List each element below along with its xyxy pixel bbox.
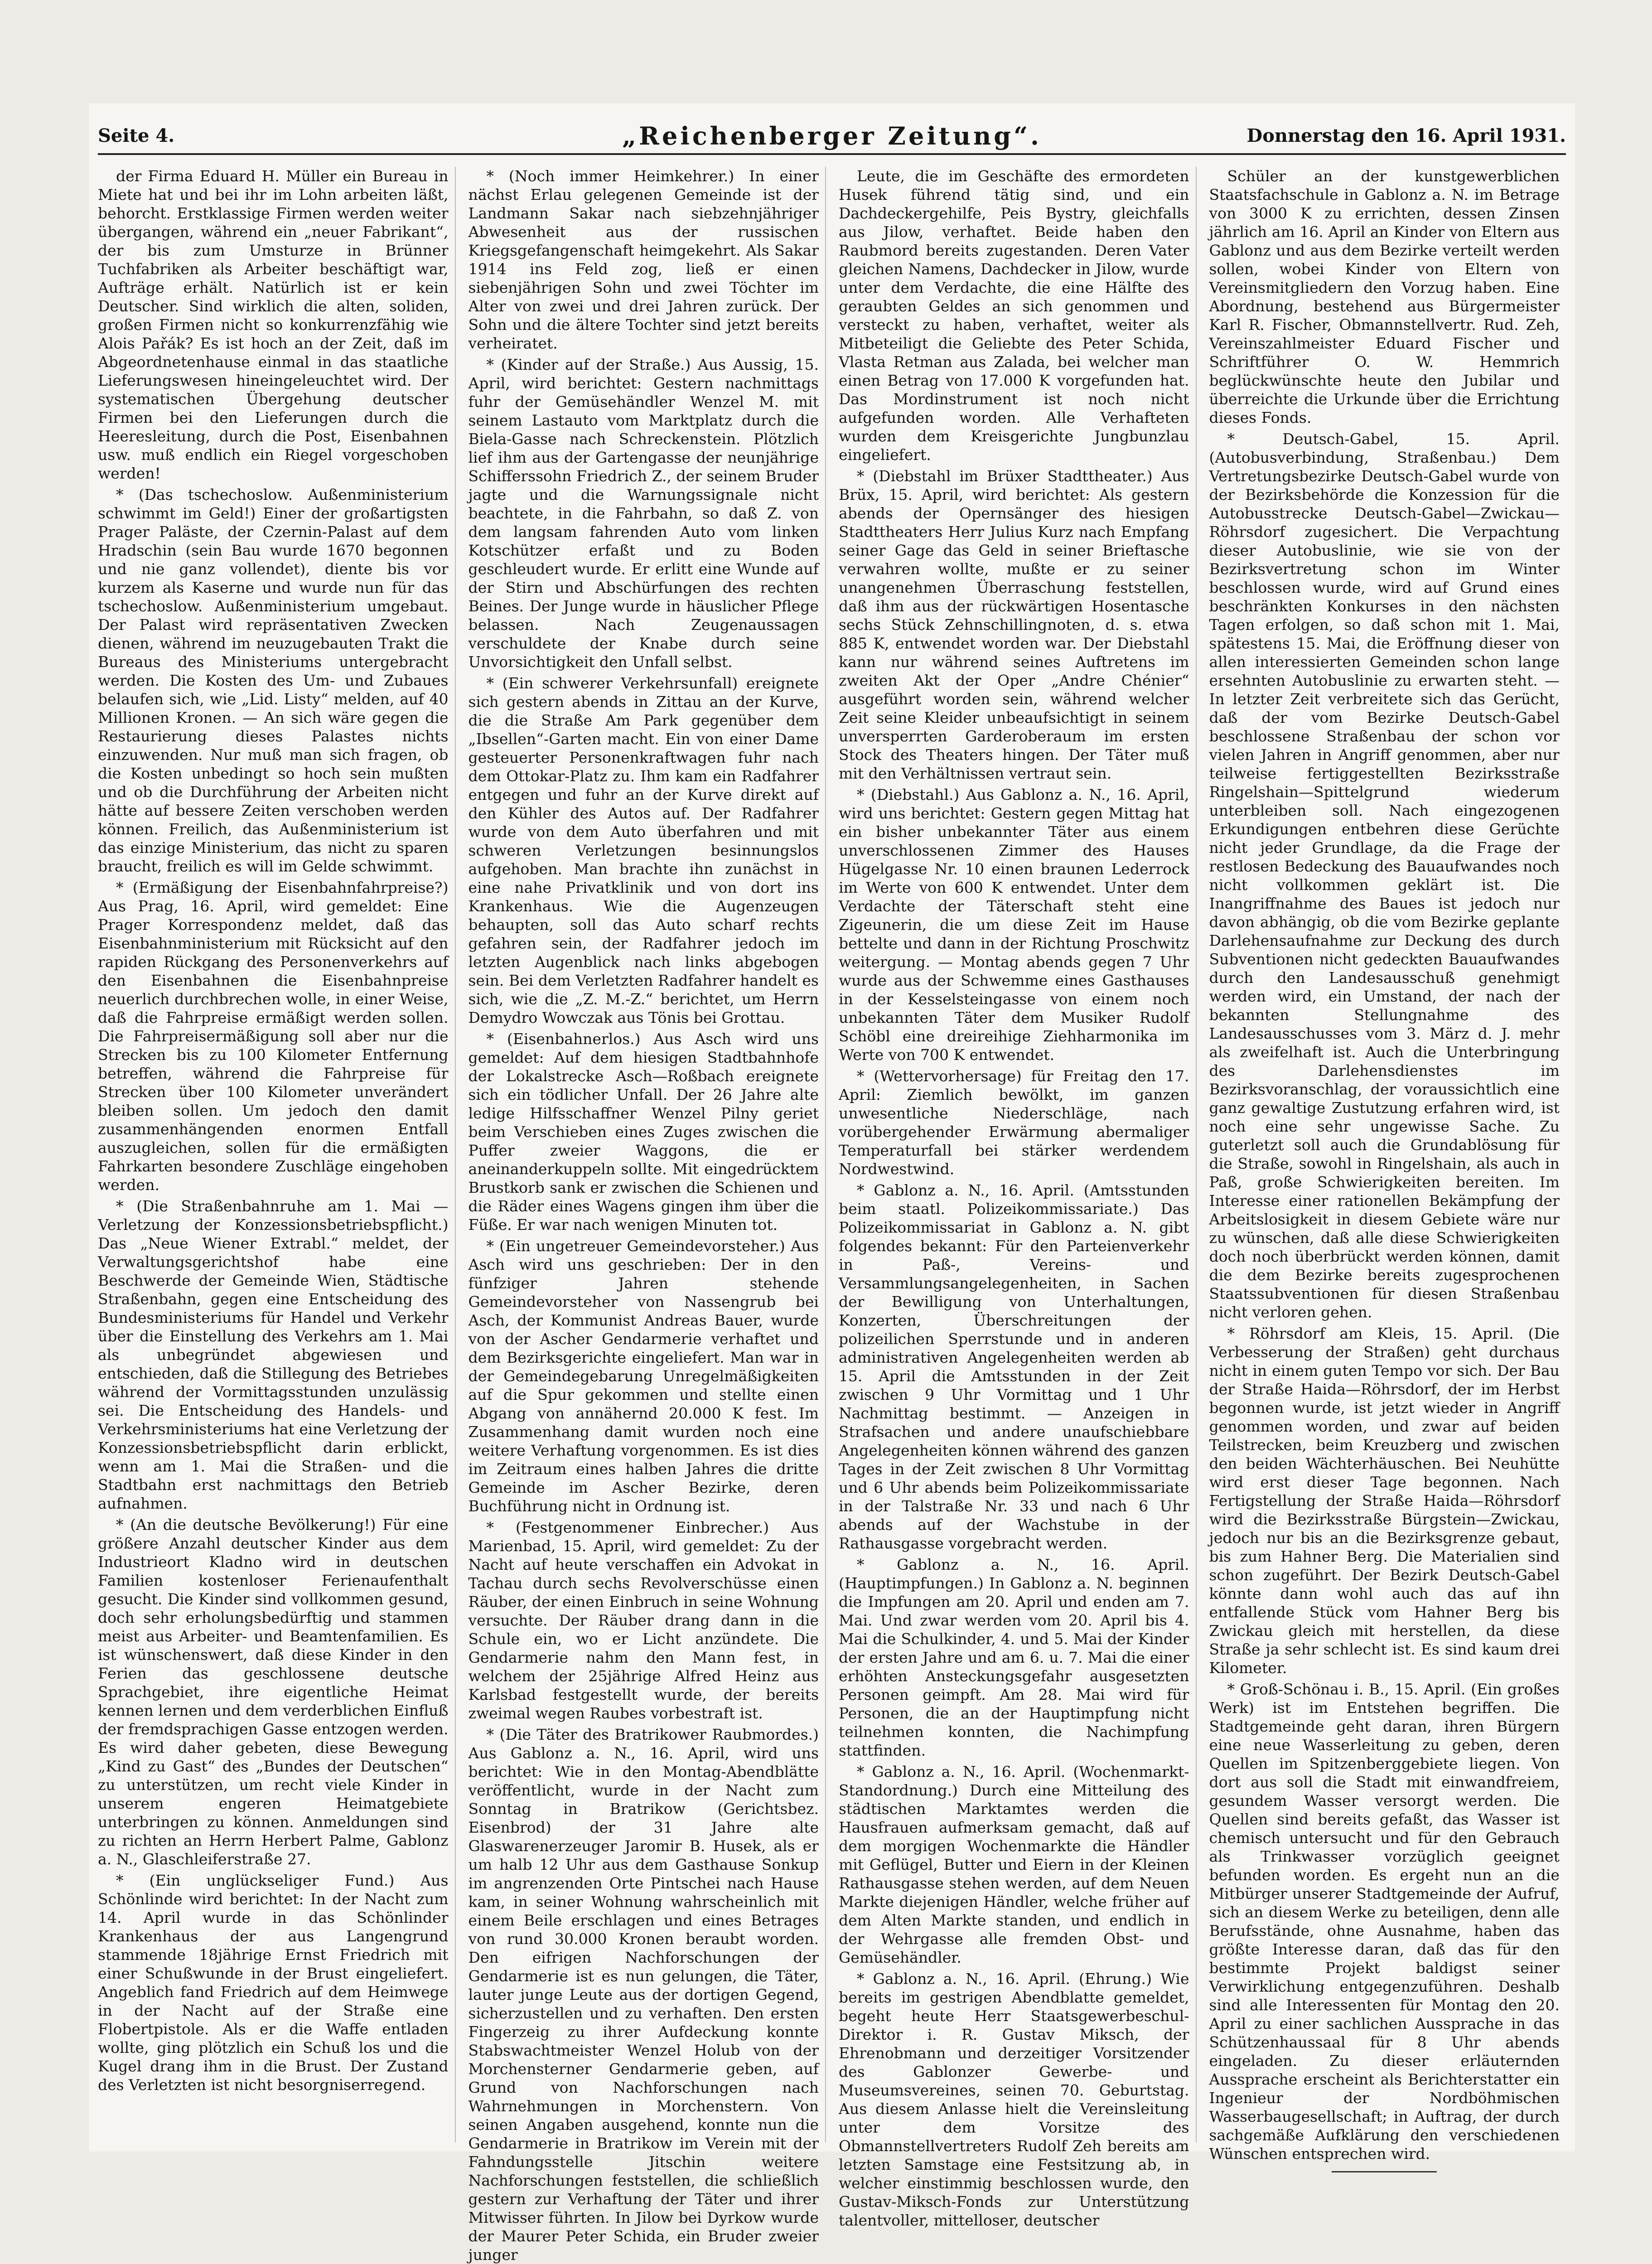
column-1 — [98, 167, 456, 2143]
issue-date: Donnerstag den 16. April 1931. — [1246, 125, 1566, 146]
article-paragraph: * (Noch immer Heimkehrer.) In einer nächst Erlau gelegenen Gemeinde ist der Landmann Sakar nach siebzehnjähriger Abwesenheit aus der russischen Kriegsgefangenschaft heimgekehrt. Als Sakar 1914 ins Feld zog, ließ er einen siebenjährigen Sohn und zwei Töchter im Alter von zwei und drei Jahren zurück. Der Sohn und die ältere Tochter sind jetzt bereits verheiratet. — [468, 167, 819, 352]
article-paragraph: * (Wettervorhersage) für Freitag den 17. April: Ziemlich bewölkt, im ganzen unwesentliche Niederschläge, nach vorübergehender Erwärmung abermaliger Temperaturfall bei stärker werdendem Nordwestwind. — [839, 1067, 1189, 1178]
column-4 — [1209, 167, 1566, 2162]
article-paragraph: * (Ermäßigung der Eisenbahnfahrpreise?) Aus Prag, 16. April, wird gemeldet: Eine Prager Korrespondenz meldet, daß das Eisenbahnministerium mit Rücksicht auf den rapiden Rückgang des Personenverkehrs auf den Eisenbahnen die Eisenbahnpreise neuerlich durchbrechen wolle, in einer Weise, daß die Fahrpreise ermäßigt werden sollen. Die Fahrpreisermäßigung soll aber nur die Strecken bis zu 100 Kilometer Entfernung betreffen, während die Fahrpreise für Strecken über 100 Kilometer unverändert bleiben sollen. Um jedoch den damit zusammenhängenden enormen Entfall auszugleichen, sollen für die ermäßigten Fahrkarten besondere Zuschläge eingehoben werden. — [98, 879, 449, 1194]
masthead — [98, 121, 1566, 155]
article-paragraph: * (An die deutsche Bevölkerung!) Für eine größere Anzahl deutscher Kinder aus dem Industrieort Kladno wird in deutschen Familien kostenloser Ferienaufenthalt gesucht. Die Kinder sind vollkommen gesund, doch sehr erholungsbedürftig und stammen meist aus Arbeiter- und Beamtenfamilien. Es ist wünschenswert, daß diese Kinder in den Ferien das geschlossene deutsche Sprachgebiet, ihre eigentliche Heimat kennen lernen und dem verderblichen Einfluß der fremdsprachigen Gasse entzogen werden. Es wird daher gebeten, diese Bewegung „Kind zu Gast“ des „Bundes der Deutschen“ zu unterstützen, um recht viele Kinder in unserem engeren Heimatgebiete unterbringen zu können. Anmeldungen sind zu richten an Herrn Herbert Palme, Gablonz a. N., Glaschleiferstraße 27. — [98, 1516, 449, 1868]
column-3 — [839, 167, 1197, 2229]
newspaper-title: „Reichenberger Zeitung“. — [622, 121, 1042, 150]
article-paragraph: * Gablonz a. N., 16. April. (Wochenmarkt-Standordnung.) Durch eine Mitteilung des städtischen Marktamtes werden die Hausfrauen aufmerksam gemacht, daß auf dem morgigen Wochenmarkte die Händler mit Geflügel, Butter und Eiern in der Kleinen Rathausgasse stehen werden, auf dem Neuen Markte diejenigen Händler, welche früher auf dem Alten Markte standen, und endlich in der Wehrgasse alle fremden Obst- und Gemüsehändler. — [839, 1763, 1189, 1966]
article-paragraph: * (Kinder auf der Straße.) Aus Aussig, 15. April, wird berichtet: Gestern nachmittags fuhr der Gemüsehändler Wenzel M. mit seinem Lastauto vom Marktplatz durch die Biela-Gasse nach Schreckenstein. Plötzlich lief ihm aus der Gartengasse der neunjährige Schifferssohn Friedrich Z., der seinem Bruder jagte und die Warnungssignale nicht beachtete, in die Fahrbahn, so daß Z. von dem langsam fahrenden Auto vom linken Kotschützer erfaßt und zu Boden geschleudert wurde. Er erlitt eine Wunde auf der Stirn und Abschürfungen des rechten Beines. Der Junge wurde in häuslicher Pflege belassen. Nach Zeugenaussagen verschuldete der Knabe durch seine Unvorsichtigkeit den Unfall selbst. — [468, 356, 819, 671]
newspaper-page — [89, 103, 1575, 2264]
article-paragraph: der Firma Eduard H. Müller ein Bureau in Miete hat und bei ihr im Lohn arbeiten läßt, behorcht. Erstklassige Firmen werden weiter übergangen, während ein „neuer Fabrikant“, der bis zum Umsturze in Brünner Tuchfabriken als Arbeiter beschäftigt war, Aufträge erhält. Natürlich ist er kein Deutscher. Sind wirklich die alten, soliden, großen Firmen nicht so konkurrenzfähig wie Alois Pařák? Es ist hoch an der Zeit, daß im Abgeordnetenhause einmal in das staatliche Lieferungswesen hineingeleuchtet wird. Der systematischen Übergehung deutscher Firmen bei den Lieferungen durch die Heeresleitung, durch die Post, Eisenbahnen usw. muß endlich ein Riegel vorgeschoben werden! — [98, 167, 449, 482]
article-paragraph: Leute, die im Geschäfte des ermordeten Husek führend tätig sind, und ein Dachdeckergehilfe, Peis Bystry, gleichfalls aus Jilow, verhaftet. Beide haben den Raubmord bereits zugestanden. Deren Vater gleichen Namens, Dachdecker in Jilow, wurde unter dem Verdachte, die eine Hälfte des geraubten Geldes an sich genommen und versteckt zu haben, verhaftet, weiter als Mitbeteiligt die Geliebte des Peter Schida, Vlasta Retman aus Zalada, bei welcher man einen Betrag von 17.000 K vorgefunden hat. Das Mordinstrument ist noch nicht aufgefunden worden. Alle Verhafteten wurden dem Kreisgerichte Jungbunzlau eingeliefert. — [839, 167, 1189, 464]
article-paragraph: * (Ein schwerer Verkehrsunfall) ereignete sich gestern abends in Zittau an der Kurve, die die Straße Am Park gegenüber dem „Ibsellen“-Garten macht. Ein von einer Dame gesteuerter Personenkraftwagen fuhr nach dem Ottokar-Platz zu. Ihm kam ein Radfahrer entgegen und fuhr an der Kurve direkt auf den Kühler des Autos auf. Der Radfahrer wurde von dem Auto überfahren und mit schweren Verletzungen besinnungslos aufgehoben. Man brachte ihn zunächst in eine nahe Privatklinik und von dort ins Krankenhaus. Wie die Augenzeugen behaupten, soll das Auto scharf rechts gefahren sein, der Radfahrer jedoch im letzten Augenblick nach links abgebogen sein. Bei dem Verletzten Radfahrer handelt es sich, wie die „Z. M.-Z.“ berichtet, um Herrn Demydro Wowczak aus Tönis bei Grottau. — [468, 674, 819, 1026]
article-paragraph: * (Festgenommener Einbrecher.) Aus Marienbad, 15. April, wird gemeldet: Zu der Nacht auf heute verschaffen ein Advokat in Tachau durch sechs Revolverschüsse einen Räuber, der einen Einbruch in seine Wohnung versuchte. Der Räuber drang dann in die Schule ein, wo er Licht anzündete. Die Gendarmerie nahm den Mann fest, in welchem der 25jährige Alfred Heinz aus Karlsbad festgestellt wurde, der bereits zweimal wegen Raubes vorbestraft ist. — [468, 1519, 819, 1722]
article-paragraph: * (Das tschechoslow. Außenministerium schwimmt im Geld!) Einer der großartigsten Prager Paläste, der Czernin-Palast auf dem Hradschin (sein Bau wurde 1670 begonnen und nie ganz vollendet), diente bis vor kurzem als Kaserne und wurde nun für das tschechoslow. Außenministerium umgebaut. Der Palast wird repräsentativen Zwecken dienen, während im neuzugebauten Trakt die Bureaus des Ministeriums untergebracht werden. Die Kosten des Um- und Zubaues belaufen sich, wie „Lid. Listy“ melden, auf 40 Millionen Kronen. — An sich wäre gegen die Restaurierung dieses Palastes nichts einzuwenden. Nur muß man sich fragen, ob die Kosten unbedingt so hoch sein mußten und ob die Durchführung der Arbeiten nicht hätte auf bessere Zeiten verschoben werden können. Freilich, das Außenministerium ist das einzige Ministerium, das nicht zu sparen braucht, freilich es will im Gelde schwimmt. — [98, 486, 449, 875]
article-paragraph: * Gablonz a. N., 16. April. (Ehrung.) Wie bereits im gestrigen Abendblatte gemeldet, begeht heute Herr Staatsgewerbeschul-Direktor i. R. Gustav Miksch, der Ehrenobmann und derzeitiger Vorsitzender des Gablonzer Gewerbe- und Museumsvereines, seinen 70. Geburtstag. Aus diesem Anlasse hielt die Vereinsleitung unter dem Vorsitze des Obmannstellvertreters Rudolf Zeh bereits am letzten Samstage eine Festsitzung ab, in welcher einstimmig beschlossen wurde, den Gustav-Miksch-Fonds zur Unterstützung talentvoller, mittelloser, deutscher — [839, 1970, 1189, 2229]
article-paragraph: * (Eisenbahnerlos.) Aus Asch wird uns gemeldet: Auf dem hiesigen Stadtbahnhofe der Lokalstrecke Asch—Roßbach ereignete sich ein tödlicher Unfall. Der 26 Jahre alte ledige Hilfsschaffner Wenzel Pilny geriet beim Verschieben eines Zuges zwischen die Puffer zweier Waggons, die er aneinanderkuppeln sollte. Mit eingedrücktem Brustkorb sank er zwischen die Schienen und die Räder eines Wagens gingen ihm über die Füße. Er war nach wenigen Minuten tot. — [468, 1030, 819, 1234]
article-paragraph: * Deutsch-Gabel, 15. April. (Autobusverbindung, Straßenbau.) Dem Vertretungsbezirke Deutsch-Gabel wurde von der Bezirksbehörde die Konzession für die Autobusstrecke Deutsch-Gabel—Zwickau—Röhrsdorf zugesichert. Die Verpachtung dieser Autobuslinie, wie sie von der Bezirksvertretung schon im Winter beschlossen wurde, wird auf Grund eines beschränkten Konkurses in den nächsten Tagen erfolgen, so daß schon mit 1. Mai, spätestens 15. Mai, die Eröffnung dieser von allen interessierten Gemeinden schon lange ersehnten Autobuslinie zu erwarten steht. — In letzter Zeit verbreitete sich das Gerücht, daß der vom Bezirke Deutsch-Gabel beschlossene Straßenbau der schon vor vielen Jahren in Angriff genommen, aber nur teilweise fertiggestellten Bezirksstraße Ringelshain—Spittelgrund wiederum unterbleiben soll. Nach eingezogenen Erkundigungen entbehren diese Gerüchte nicht jeder Grundlage, da die Frage der restlosen Bedeckung des Bauaufwandes noch nicht vollkommen geklärt ist. Die Inangriffnahme des Baues ist jedoch nur davon abhängig, ob die vom Bezirke geplante Darlehensaufnahme zur Deckung des durch Subventionen nicht gedeckten Bauaufwandes durch den Landesausschuß genehmigt werden wird, ein Umstand, der nach der bekannten Stellungnahme des Landesausschusses vom 3. März d. J. mehr als zweifelhaft ist. Auch die Unterbringung des Darlehensdienstes im Bezirksvoranschlag, der voraussichtlich eine ganz gewaltige Zustutzung erfahren wird, ist noch eine sehr ungewisse Sache. Zu guterletzt soll auch die Grundablösung für die Straße, sowohl in Ringelshain, als auch in Paß, große Schwierigkeiten bereiten. Im Interesse einer rationellen Bekämpfung der Arbeitslosigkeit in diesem Gebiete wäre nur zu wünschen, daß alle diese Schwierigkeiten doch noch überbrückt werden können, damit die dem Bezirke bereits zugesprochenen Staatssubventionen für diesen Straßenbau nicht verloren gehen. — [1209, 430, 1560, 1321]
article-paragraph: * (Die Straßenbahnruhe am 1. Mai — Verletzung der Konzessionsbetriebspflicht.) Das „Neue Wiener Extrabl.“ meldet, der Verwaltungsgerichtshof habe eine Beschwerde der Gemeinde Wien, Städtische Straßenbahn, gegen eine Entscheidung des Bundesministeriums für Handel und Verkehr über die Einstellung des Verkehrs am 1. Mai als unbegründet abgewiesen und entschieden, daß die Stillegung des Betriebes während der Vormittagsstunden unzulässig sei. Die Entscheidung des Handels- und Verkehrsministeriums hat eine Verletzung der Konzessionsbetriebspflicht darin erblickt, wenn am 1. Mai die Straßen- und die Stadtbahn erst nachmittags den Betrieb aufnahmen. — [98, 1197, 449, 1512]
article-paragraph: * (Ein ungetreuer Gemeindevorsteher.) Aus Asch wird uns geschrieben: Der in den fünfziger Jahren stehende Gemeindevorsteher von Nassengrub bei Asch, der Kommunist Andreas Bauer, wurde von der Ascher Gendarmerie verhaftet und dem Bezirksgerichte eingeliefert. Man war in der Gemeindegebarung Unregelmäßigkeiten auf die Spur gekommen und stellte einen Abgang von annähernd 20.000 K fest. Im Zusammenhang damit wurden noch eine weitere Verhaftung vorgenommen. Es ist dies im Zeitraum eines halben Jahres die dritte Gemeinde im Ascher Bezirke, deren Buchführung nicht in Ordnung ist. — [468, 1237, 819, 1515]
article-paragraph: Schüler an der kunstgewerblichen Staatsfachschule in Gablonz a. N. im Betrage von 3000 K zu errichten, dessen Zinsen jährlich am 16. April an Kinder von Eltern aus Gablonz und aus dem Bezirke verteilt werden sollen, wobei Kinder von Eltern von Vereinsmitgliedern den Vorzug haben. Eine Abordnung, bestehend aus Bürgermeister Karl R. Fischer, Obmannstellvertr. Rud. Zeh, Vereinszahlmeister Eduard Fischer und Schriftführer O. W. Hemmrich beglückwünschte heute den Jubilar und überreichte die Urkunde über die Errichtung dieses Fonds. — [1209, 167, 1560, 426]
article-paragraph: * (Ein unglückseliger Fund.) Aus Schönlinde wird berichtet: In der Nacht zum 14. April wurde in das Schönlinder Krankenhaus der aus Langengrund stammende 18jährige Ernst Friedrich mit einer Schußwunde in der Brust eingeliefert. Angeblich fand Friedrich auf dem Heimwege in der Nacht auf der Straße eine Flobertpistole. Als er die Waffe entladen wollte, ging plötzlich ein Schuß los und die Kugel drang ihm in die Brust. Der Zustand des Verletzten ist nicht besorgniserregend. — [98, 1872, 449, 2094]
article-paragraph: * (Diebstahl.) Aus Gablonz a. N., 16. April, wird uns berichtet: Gestern gegen Mittag hat ein bisher unbekannter Täter aus einem unverschlossenen Zimmer des Hauses Hügelgasse Nr. 10 einen braunen Lederrock im Werte von 600 K entwendet. Unter dem Verdachte der Täterschaft steht eine Zigeunerin, die um diese Zeit im Hause bettelte und dann in der Richtung Proschwitz weitergung. — Montag abends gegen 7 Uhr wurde aus der Schwemme eines Gasthauses in der Kesselsteingasse von einem noch unbekannten Täter dem Musiker Rudolf Schöbl eine dreireihige Ziehharmonika im Werte von 700 K entwendet. — [839, 786, 1189, 1064]
column-2 — [468, 167, 826, 2264]
article-paragraph: * Groß-Schönau i. B., 15. April. (Ein großes Werk) ist im Entstehen begriffen. Die Stadtgemeinde geht daran, ihren Bürgern eine neue Wasserleitung zu geben, deren Quellen im Spitzenberggebiete liegen. Von dort aus soll die Stadt mit einwandfreiem, gesundem Wasser versorgt werden. Die Quellen sind bereits gefaßt, das Wasser ist chemisch untersucht und für den Gebrauch als Trinkwasser vorzüglich geeignet befunden worden. Es ergeht nun an die Mitbürger unserer Stadtgemeinde der Aufruf, sich an diesem Werke zu beteiligen, denn alle Berufsstände, ohne Ausnahme, haben das größte Interesse daran, daß das für den bestimmte Projekt baldigst seiner Verwirklichung entgegenzuführen. Deshalb sind alle Interessenten für Montag den 20. April zu einer sachlichen Aussprache in das Schützenhaussaal für 8 Uhr abends eingeladen. Zu dieser erläuternden Aussprache erscheint als Berichterstatter ein Ingenieur der Nordböhmischen Wasserbaugesellschaft; in Auftrag, der durch sachgemäße Aufklärung den verschiedenen Wünschen entsprechen wird. — [1209, 1680, 1560, 2162]
article-paragraph: * (Die Täter des Bratrikower Raubmordes.) Aus Gablonz a. N., 16. April, wird uns berichtet: Wie in den Montag-Abendblätte veröffentlicht, wurde in der Nacht zum Sonntag in Bratrikow (Gerichtsbez. Eisenbrod) der 31 Jahre alte Glaswarenerzeuger Jaromir B. Husek, als er um halb 12 Uhr aus dem Gasthause Sonkup im angrenzenden Orte Pintschei nach Hause kam, in seiner Wohnung wahrscheinlich mit einem Beile erschlagen und eines Betrages von rund 30.000 Kronen beraubt worden. Den eifrigen Nachforschungen der Gendarmerie ist es nun gelungen, die Täter, lauter junge Leute aus der dortigen Gegend, sicherzustellen und zu verhaften. Den ersten Fingerzeig zu ihrer Aufdeckung konnte Stabswachtmeister Wenzel Holub von der Morchensterner Gendarmerie geben, auf Grund von Nachforschungen nach Wahrnehmungen in Morchenstern. Von seinen Angaben ausgehend, konnte nun die Gendarmerie in Bratrikow im Verein mit der Fahndungsstelle Jitschin weitere Nachforschungen feststellen, die schließlich gestern zur Verhaftung der Täter und ihrer Mitwisser führten. In Jilow bei Dyrkow wurde der Maurer Peter Schida, ein Bruder zweier junger — [468, 1726, 819, 2264]
article-paragraph: * Gablonz a. N., 16. April. (Hauptimpfungen.) In Gablonz a. N. beginnen die Impfungen am 20. April und enden am 7. Mai. Und zwar werden vom 20. April bis 4. Mai die Schulkinder, 4. und 5. Mai der Kinder der ersten Jahre und am 6. u. 7. Mai die einer erhöhten Ansteckungsgefahr ausgesetzten Personen geimpft. Am 28. Mai wird für Personen, die an der Hauptimpfung nicht teilnehmen konnten, die Nachimpfung stattfinden. — [839, 1556, 1189, 1759]
article-paragraph: * (Diebstahl im Brüxer Stadttheater.) Aus Brüx, 15. April, wird berichtet: Als gestern abends der Opernsänger des hiesigen Stadttheaters Herr Julius Kurz nach Empfang seiner Gage das Geld in seiner Brieftasche verwahren wollte, mußte er zu seiner unangenehmen Überraschung feststellen, daß ihm aus der rückwärtigen Hosentasche sechs Stück Zehnschillingnoten, d. s. etwa 885 K, entwendet worden war. Der Diebstahl kann nur während seines Auftretens im zweiten Akt der Oper „Andre Chénier“ ausgeführt worden sein, während welcher Zeit seine Kleider unbeaufsichtigt in seinem unversperrten Garderoberaum im ersten Stock des Theaters hingen. Der Täter muß mit den Verhältnissen vertraut sein. — [839, 467, 1189, 782]
article-paragraph: * Gablonz a. N., 16. April. (Amtsstunden beim staatl. Polizeikommissariate.) Das Polizeikommissariat in Gablonz a. N. gibt folgendes bekannt: Für den Parteienverkehr in Paß-, Vereins- und Versammlungsangelegenheiten, in Sachen der Bewilligung von Unterhaltungen, Konzerten, Überschreitungen der polizeilichen Sperrstunde und in anderen administrativen Angelegenheiten werden ab 15. April die Amtsstunden in der Zeit zwischen 9 Uhr Vormittag und 1 Uhr Nachmittag bestimmt. — Anzeigen in Strafsachen und andere unaufschiebbare Angelegenheiten können während des ganzen Tages in der Zeit zwischen 8 Uhr Vormittag und 6 Uhr abends beim Polizeikommissariate in der Talstraße Nr. 33 und nach 6 Uhr abends auf der Wachstube in der Rathausgasse vorgebracht werden. — [839, 1181, 1189, 1552]
article-paragraph: * Röhrsdorf am Kleis, 15. April. (Die Verbesserung der Straßen) geht durchaus nicht in einem guten Tempo vor sich. Der Bau der Straße Haida—Röhrsdorf, der im Herbst begonnen wurde, ist jetzt wieder in Angriff genommen worden, und zwar auf beiden Teilstrecken, beim Kreuzberg und zwischen den beiden Wächterhäuschen. Bei Neuhütte wird erst dieser Tage begonnen. Nach Fertigstellung der Straße Haida—Röhrsdorf wird die Bezirksstraße Bürgstein—Zwickau, jedoch nur bis an die Bezirksgrenze gebaut, bis zum Hahner Berg. Die Materialien sind schon zugeführt. Der Bezirk Deutsch-Gabel könnte dann wohl auch das auf ihn entfallende Stück vom Hahner Berg bis Zwickau gleich mit herstellen, da diese Straße ja sehr schlecht ist. Es sind kaum drei Kilometer. — [1209, 1325, 1560, 1677]
article-columns — [98, 167, 1566, 2264]
page-label: Seite 4. — [98, 125, 175, 146]
end-rule — [1332, 2171, 1437, 2172]
